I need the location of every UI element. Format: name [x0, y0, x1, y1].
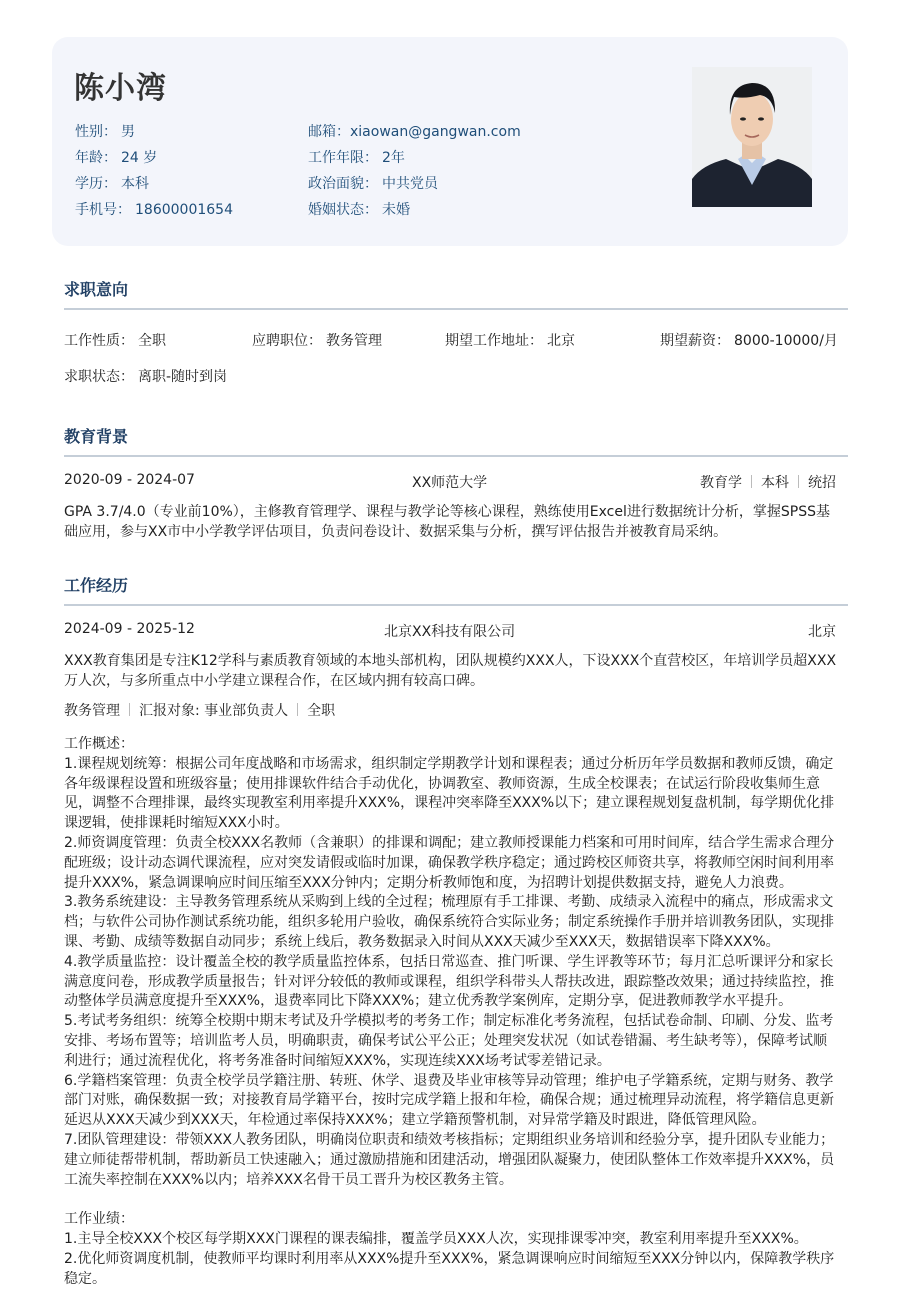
gender-field: 性别： 男: [75, 124, 135, 140]
section-divider: [64, 604, 848, 606]
work-company: 北京XX科技有限公司: [384, 624, 516, 640]
work-details: [64, 735, 839, 1289]
intent-location: 期望工作地址： 北京: [445, 333, 575, 349]
profile-photo: [692, 67, 812, 207]
education-school: XX师范大学: [412, 475, 488, 491]
intent-work-type: 工作性质： 全职: [64, 333, 166, 349]
intent-position: 应聘职位： 教务管理: [252, 333, 382, 349]
candidate-name: 陈小湾: [74, 71, 167, 106]
section-title-intent: 求职意向: [64, 280, 129, 299]
intent-status: 求职状态： 离职-随时到岗: [64, 369, 228, 385]
age-field: 年龄： 24 岁: [75, 150, 158, 166]
section-title-education: 教育背景: [64, 427, 129, 446]
overview-item: 6.学籍档案管理：负责全校学员学籍注册、转班、休学、退费及毕业审核等异动管理；维护电子学籍系统，定期与财务、教学部门对账，确保数据一致；对接教育局学籍平台，按时完成学籍上报和年检，确保合规；通过梳理异动流程，将学籍信息更新延迟从XXX天减少到XXX天，年检通过率保持XXX%；建立学籍预警机制，对异常学籍及时跟进，降低管理风险。: [64, 1072, 834, 1129]
achievement-item: 2.优化师资调度机制，使教师平均课时利用率从XXX%提升至XXX%，紧急调课响应时间缩短至XXX分钟以内，保障教学秩序稳定。: [64, 1250, 835, 1287]
political-status-field: 政治面貌： 中共党员: [308, 176, 438, 192]
email-field: 邮箱：xiaowan@gangwan.com: [308, 124, 521, 140]
work-tags: 教务管理 汇报对象: 事业部负责人 全职: [64, 703, 336, 719]
work-period: 2024-09 - 2025-12: [64, 621, 195, 637]
education-period: 2020-09 - 2024-07: [64, 472, 195, 488]
phone-field: 手机号： 18600001654: [75, 202, 233, 218]
overview-item: 7.团队管理建设：带领XXX人教务团队，明确岗位职责和绩效考核指标；定期组织业务培训和经验分享，提升团队专业能力；建立师徒帮带机制，帮助新员工快速融入；通过激励措施和团建活动，增强团队凝聚力，使团队整体工作效率提升XXX%，员工流失率控制在XXX%以内；培养XXX名骨干员工晋升为校区教务主管。: [64, 1131, 835, 1188]
marital-status-field: 婚姻状态： 未婚: [308, 202, 410, 218]
overview-item: 4.教学质量监控：设计覆盖全校的教学质量监控体系，包括日常巡查、推门听课、学生评教等环节；每月汇总听课评分和家长满意度问卷，形成教学质量报告；针对评分较低的教师或课程，组织学科带头人帮扶改进，跟踪整改效果；通过持续监控，推动整体学员满意度提升至XXX%，退费率同比下降XXX%；建立优秀教学案例库，定期分享，促进教师教学水平提升。: [64, 953, 834, 1010]
overview-item: 2.师资调度管理：负责全校XXX名教师（含兼职）的排课和调配；建立教师授课能力档案和可用时间库，结合学生需求合理分配班级；设计动态调代课流程，应对突发请假或临时加课，确保教学秩序稳定；通过跨校区师资共享，将教师空闲时间利用率提升XXX%，紧急调课响应时间压缩至XXX分钟内；定期分析教师饱和度，为招聘计划提供数据支持，避免人力浪费。: [64, 834, 835, 891]
section-title-work: 工作经历: [64, 576, 129, 595]
company-description: XXX教育集团是专注K12学科与素质教育领域的本地头部机构，团队规模约XXX人，下设XXX个直营校区，年培训学员超XXX万人次，与多所重点中小学建立课程合作，在区域内拥有较高口碑。: [64, 653, 837, 689]
profile-card: [52, 37, 848, 246]
work-city: 北京: [808, 624, 836, 640]
achievement-title: 工作业绩：: [64, 1211, 134, 1228]
achievement-item: 1.主导全校XXX个校区每学期XXX门课程的课表编排，覆盖学员XXX人次，实现排课零冲突，教室利用率提升至XXX%。: [64, 1230, 808, 1247]
experience-years-field: 工作年限： 2年: [308, 150, 405, 166]
education-description: GPA 3.7/4.0（专业前10%），主修教育管理学、课程与教学论等核心课程，熟练使用Excel进行数据统计分析，掌握SPSS基础应用，参与XX市中小学教学评估项目，负责问卷设计、数据采集与分析，撰写评估报告并被教育局采纳。: [64, 504, 830, 540]
overview-item: 1.课程规划统筹：根据公司年度战略和市场需求，组织制定学期教学计划和课程表；通过分析历年学员数据和教师反馈，确定各年级课程设置和班级容量；使用排课软件结合手动优化，协调教室、教师资源，生成全校课表；在试运行阶段收集师生意见，调整不合理排课，最终实现教室利用率提升XXX%，课程冲突率降至XXX%以下；建立课程规划复盘机制，每学期优化排课逻辑，使排课耗时缩短XXX小时。: [64, 755, 835, 832]
section-divider: [64, 455, 848, 457]
overview-title: 工作概述：: [64, 736, 134, 752]
section-divider: [64, 308, 848, 310]
portrait-icon: [692, 67, 812, 207]
degree-field: 学历： 本科: [75, 176, 149, 192]
overview-item: 5.考试考务组织：统筹全校期中期末考试及升学模拟考的考务工作；制定标准化考务流程，包括试卷命制、印刷、分发、监考安排、考场布置等；培训监考人员，明确职责，确保考试公平公正；处理突发状况（如试卷错漏、考生缺考等），保障考试顺利进行；通过流程优化，将考务准备时间缩短XXX%，实现连续XXX场考试零差错记录。: [64, 1013, 834, 1069]
overview-item: 3.教务系统建设：主导教务管理系统从采购到上线的全过程；梳理原有手工排课、考勤、成绩录入流程中的痛点，形成需求文档；与软件公司协作测试系统功能，组织多轮用户验收，确保系统符合实际业务；制定系统操作手册并培训教务团队，实现排课、考勤、成绩等数据自动同步；系统上线后，教务数据录入时间从XXX天减少至XXX天，数据错误率下降XXX%。: [64, 894, 834, 950]
intent-salary: 期望薪资： 8000-10000/月: [660, 333, 838, 349]
education-tags: 教育学 本科 统招: [700, 475, 836, 491]
